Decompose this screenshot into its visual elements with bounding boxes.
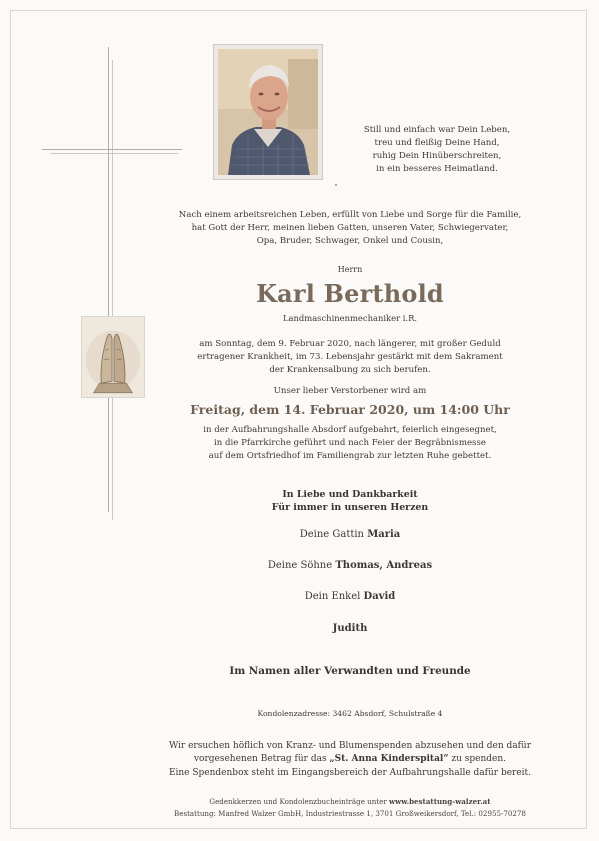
cross-horizontal-line xyxy=(42,149,182,150)
footer-line: Bestattung: Manfred Walzer GmbH, Industriestrasse 1, 3701 Großweikersdorf, Tel.: 02955-70278 xyxy=(174,808,526,818)
intro-paragraph xyxy=(100,209,599,248)
love-dedication xyxy=(100,488,599,514)
poem-line: in ein besseres Heimatland. xyxy=(376,164,498,174)
death-line: am Sonntag, dem 9. Februar 2020, nach längerer, mit großer Geduld xyxy=(199,339,501,349)
poem-line: Still und einfach war Dein Leben, xyxy=(363,125,511,135)
relatives-line: Im Namen aller Verwandten und Freunde xyxy=(229,665,471,677)
donation-line xyxy=(100,753,599,766)
cross-horizontal-line-shadow xyxy=(50,153,178,154)
donation-line-post: zu spenden. xyxy=(448,754,507,765)
funeral-place-paragraph xyxy=(100,424,599,463)
decorative-dot xyxy=(335,184,337,186)
family-wife-prefix: Deine Gattin xyxy=(299,529,368,540)
funeral-announcement: Unser lieber Verstorbener wird am xyxy=(273,386,427,396)
portrait-photo xyxy=(218,49,318,175)
occupation: Landmaschinenmechaniker i.R. xyxy=(282,313,418,323)
family-grandson xyxy=(100,591,599,602)
intro-line: hat Gott der Herr, meinen lieben Gatten, unseren Vater, Schwiegervater, xyxy=(191,223,509,233)
family-grandson-prefix: Dein Enkel xyxy=(304,591,364,602)
poem-line: ruhig Dein Hinüberschreiten, xyxy=(372,151,502,161)
love-line: Für immer in unseren Herzen xyxy=(271,502,429,513)
funeral-place-line: auf dem Ortsfriedhof im Familiengrab zur letzten Ruhe gebettet. xyxy=(208,451,492,461)
death-line: ertragener Krankheit, im 73. Lebensjahr gestärkt mit dem Sakrament xyxy=(197,352,503,362)
footer xyxy=(100,796,599,819)
family-sons-names: Thomas, Andreas xyxy=(335,560,433,571)
deceased-name: Karl Berthold xyxy=(256,279,444,308)
poem xyxy=(340,124,534,176)
footer-line-pre: Gedenkkerzen und Kondolenzbucheinträge unter xyxy=(209,797,389,806)
family-wife xyxy=(100,529,599,540)
death-line: der Krankensalbung zu sich berufen. xyxy=(269,365,431,375)
family-grandson-name: David xyxy=(363,591,396,602)
salutation: Herrn xyxy=(337,265,363,274)
donation-line-pre: vorgesehenen Betrag für das xyxy=(193,754,330,765)
footer-website-link[interactable]: www.bestattung-walzer.at xyxy=(389,797,491,806)
footer-line xyxy=(100,796,599,808)
portrait-photo-frame xyxy=(213,44,323,180)
family-other: Judith xyxy=(332,623,368,634)
family-sons-prefix: Deine Söhne xyxy=(267,560,336,571)
intro-line: Opa, Bruder, Schwager, Onkel und Cousin, xyxy=(256,236,444,246)
death-paragraph xyxy=(100,338,599,377)
love-line: In Liebe und Dankbarkeit xyxy=(282,489,418,500)
donation-line: Wir ersuchen höflich von Kranz- und Blumenspenden abzusehen und den dafür xyxy=(168,741,532,751)
family-sons xyxy=(100,560,599,571)
funeral-place-line: in die Pfarrkirche geführt und nach Feier der Begräbnismesse xyxy=(214,438,486,448)
donation-charity-name: „St. Anna Kinderspital“ xyxy=(329,754,449,765)
poem-line: treu und fleißig Deine Hand, xyxy=(374,138,500,148)
intro-line: Nach einem arbeitsreichen Leben, erfüllt von Liebe und Sorge für die Familie, xyxy=(178,210,522,220)
donation-paragraph xyxy=(100,740,599,780)
funeral-place-line: in der Aufbahrungshalle Absdorf aufgebahrt, feierlich eingesegnet, xyxy=(203,425,497,435)
condolence-address: Kondolenzadresse: 3462 Absdorf, Schulstraße 4 xyxy=(257,709,443,718)
donation-line: Eine Spendenbox steht im Eingangsbereich der Aufbahrungshalle dafür bereit. xyxy=(168,767,532,778)
funeral-date: Freitag, dem 14. Februar 2020, um 14:00 Uhr xyxy=(190,402,510,417)
family-wife-name: Maria xyxy=(367,529,401,540)
